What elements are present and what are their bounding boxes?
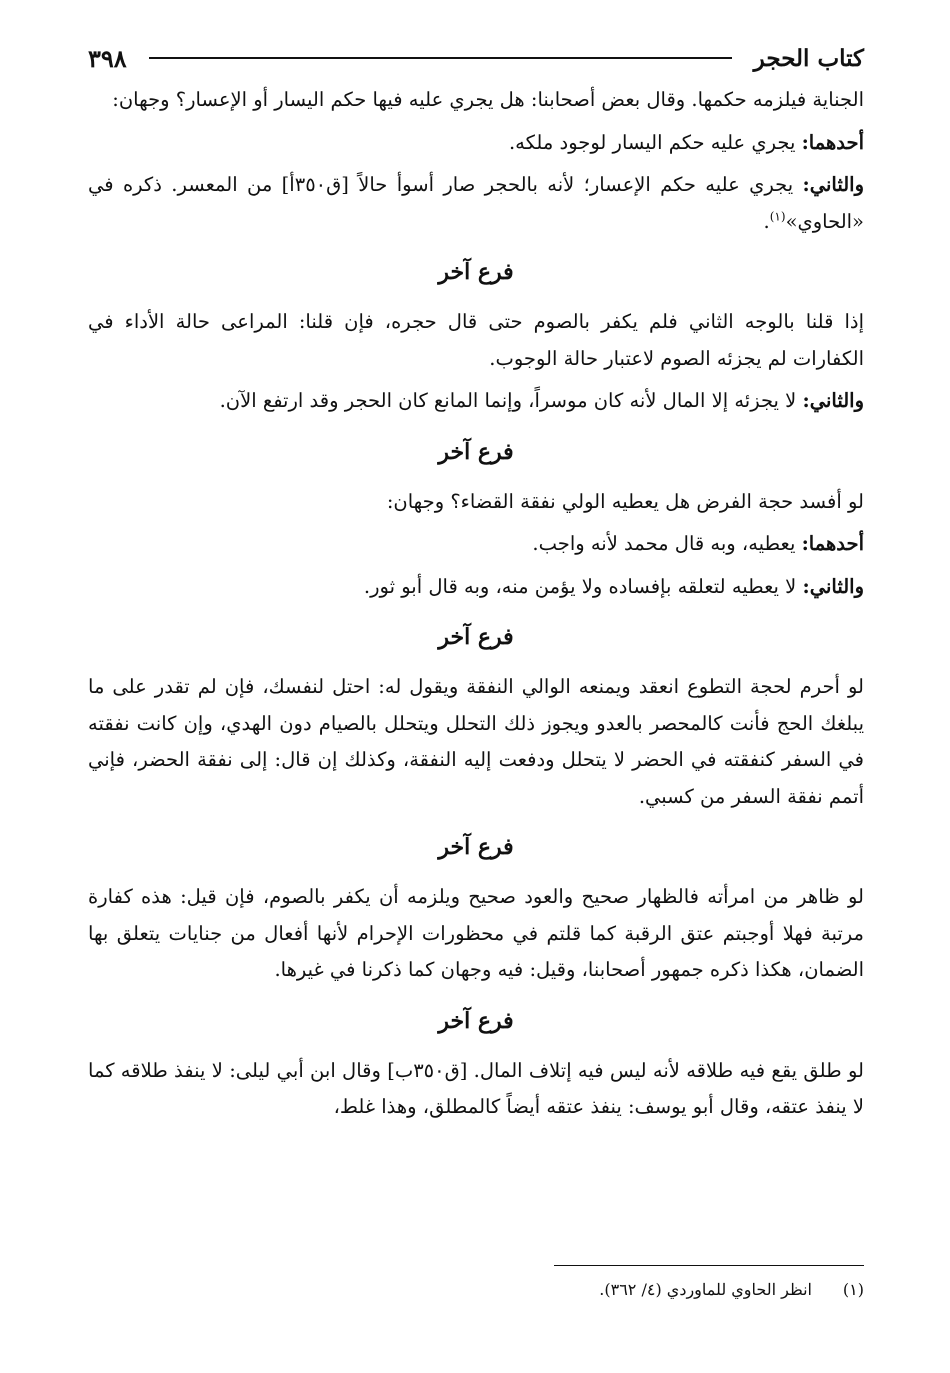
paragraph-end: .: [763, 209, 770, 233]
book-title: كتاب الحجر: [753, 44, 864, 72]
paragraph-lead: أحدهما:: [801, 532, 864, 555]
paragraph: لو ظاهر من امرأته فالظهار صحيح والعود صحيح ويلزمه أن يكفر بالصوم، فإن قيل: هذه كفارة مرتبة فهلا أوجبتم عتق الرقبة كما قلتم في محظورات الإحرام لأنها أفعال من جنايات يتعلق بها الضمان، هكذا ذكره جمهور أصحابنا، وقيل: فيه وجهان كما ذكرنا في غيرها.: [88, 885, 864, 981]
footnote-text: انظر الحاوي للماوردي (٤/ ٣٦٢).: [599, 1280, 812, 1299]
paragraph: إذا قلنا بالوجه الثاني فلم يكفر بالصوم حتى قال حجره، فإن قلنا: المراعى حالة الأداء في الكفارات لم يجزئه الصوم لاعتبار حالة الوجوب.: [88, 310, 864, 370]
section-heading: فرع آخر: [438, 624, 514, 650]
paragraph-lead: والثاني:: [802, 389, 864, 412]
paragraph: [88, 526, 864, 563]
paragraph-text: يجري عليه حكم الإعسار؛ لأنه بالحجر صار أسوأ حالاً [ق٣٥٠أ] من المعسر. ذكره في «الحاوي»: [88, 173, 864, 233]
paragraph-lead: والثاني:: [802, 574, 864, 598]
section-heading: فرع آخر: [438, 1007, 514, 1034]
paragraph-text: يعطيه، وبه قال محمد لأنه واجب.: [532, 532, 802, 555]
footnote-rule: [554, 1265, 864, 1266]
paragraph-text: يجري عليه حكم اليسار لوجود ملكه.: [508, 130, 802, 154]
paragraph-lead: والثاني:: [802, 173, 864, 196]
paragraph: لو طلق يقع فيه طلاقه لأنه ليس فيه إتلاف المال. [ق٣٥٠ب] وقال ابن أبي ليلى: لا ينفذ طلاقه كما لا ينفذ عتقه، وقال أبو يوسف: ينفذ عتقه أيضاً كالمطلق، وهذا غلط،: [88, 1058, 864, 1118]
section-heading: فرع آخر: [438, 834, 514, 860]
paragraph: [88, 125, 864, 162]
paragraph: لو أفسد حجة الفرض هل يعطيه الولي نفقة القضاء؟ وجهان:: [386, 489, 864, 513]
paragraph: الجناية فيلزمه حكمها. وقال بعض أصحابنا: هل يجري عليه فيها حكم اليسار أو الإعسار؟ وجهان:: [112, 88, 864, 111]
header-rule: [149, 57, 732, 59]
footnote-mark: (١): [842, 1280, 864, 1299]
footnote-reference: (١): [769, 209, 786, 223]
page-header: [88, 40, 864, 76]
page-number: ٣٩٨: [88, 43, 127, 73]
section-heading: فرع آخر: [438, 438, 514, 465]
paragraph-lead: أحدهما:: [801, 130, 864, 154]
paragraph-text: لا يجزئه إلا المال لأنه كان موسراً، وإنما المانع كان الحجر وقد ارتفع الآن.: [219, 389, 803, 412]
footnote: [88, 1277, 864, 1303]
paragraph: [88, 569, 864, 606]
paragraph: [88, 167, 864, 240]
section-heading: فرع آخر: [438, 259, 514, 285]
paragraph: لو أحرم لحجة التطوع انعقد ويمنعه الوالي النفقة ويقول له: احتل لنفسك، فإن لم تقدر على ما يبلغك الحج فأنت كالمحصر بالعدو ويجوز ذلك التحلل ويتحلل بالصيام دون الهدي، وإن كانت نفقته في السفر كنفقته في الحضر لا يتحلل ودفعت إليه النفقة، وكذلك إن قال: إلى نفقة الحضر، فإني أتمم نفقة السفر من كسبي.: [88, 675, 864, 808]
body-text: [88, 82, 864, 1132]
paragraph-text: لا يعطيه لتعلقه بإفساده ولا يؤمن منه، وبه قال أبو ثور.: [363, 574, 803, 598]
paragraph: [88, 383, 864, 420]
